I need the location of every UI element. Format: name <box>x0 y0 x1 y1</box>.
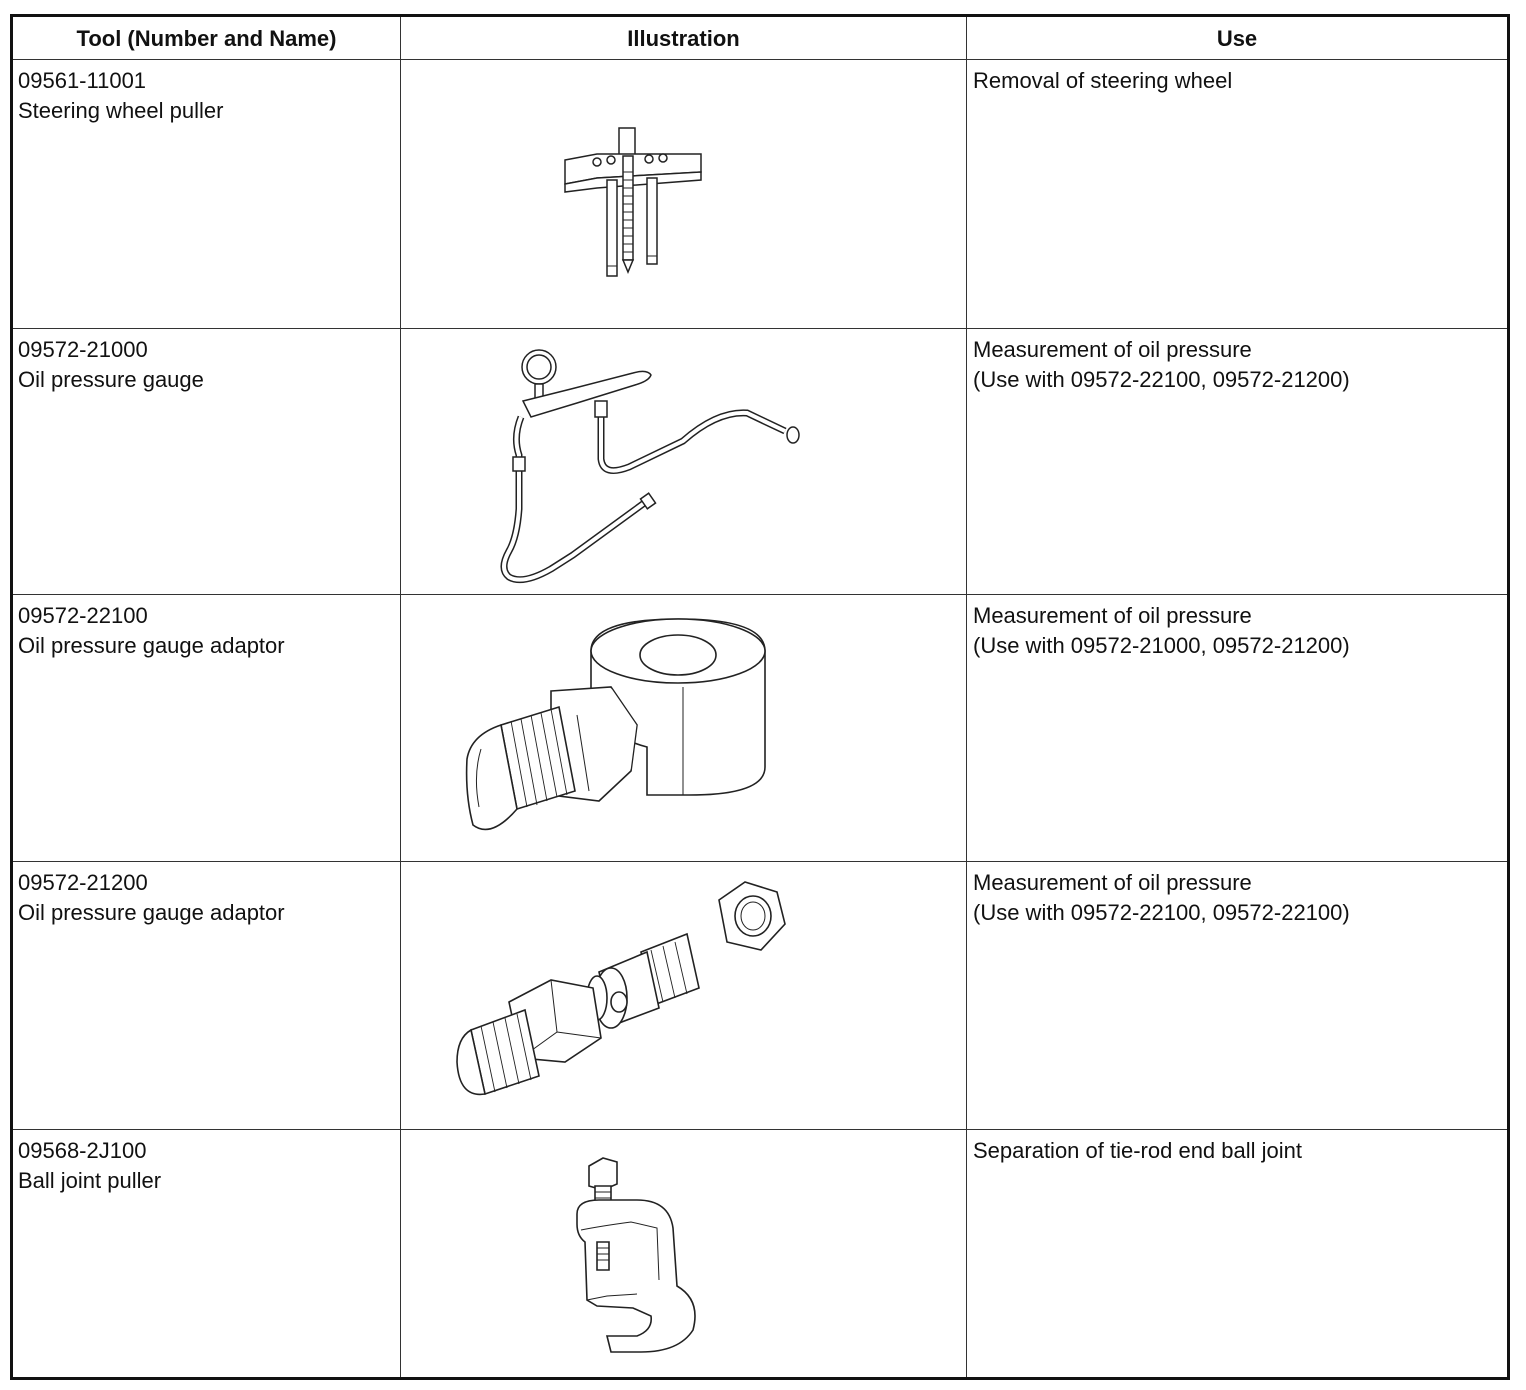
table-row <box>13 329 1507 595</box>
use-line: (Use with 09572-22100, 09572-21200) <box>973 367 1350 392</box>
use-line: Measurement of oil pressure <box>973 337 1252 362</box>
illustration-cell <box>401 60 967 328</box>
header-illustration: Illustration <box>401 17 967 59</box>
table-row <box>13 862 1507 1130</box>
steering-wheel-puller-illustration <box>401 60 967 329</box>
banjo-adaptor-illustration <box>401 595 967 862</box>
use-cell <box>967 329 1507 594</box>
tool-name: Steering wheel puller <box>18 98 224 123</box>
adaptor-bolt-nut-illustration <box>401 862 967 1130</box>
tool-number: 09568-2J100 <box>18 1138 147 1163</box>
oil-pressure-gauge-illustration <box>401 329 967 595</box>
use-cell <box>967 595 1507 861</box>
table-row <box>13 1130 1507 1377</box>
use-line: Measurement of oil pressure <box>973 870 1252 895</box>
tool-name: Oil pressure gauge adaptor <box>18 633 285 658</box>
tool-name: Oil pressure gauge <box>18 367 204 392</box>
illustration-cell <box>401 862 967 1129</box>
use-line: (Use with 09572-22100, 09572-22100) <box>973 900 1350 925</box>
tool-number: 09572-21000 <box>18 337 148 362</box>
header-tool: Tool (Number and Name) <box>13 17 401 59</box>
ball-joint-puller-illustration <box>401 1130 967 1377</box>
tool-cell <box>13 862 401 1129</box>
table-row <box>13 60 1507 329</box>
use-line: Separation of tie-rod end ball joint <box>973 1138 1302 1163</box>
header-use: Use <box>1216 26 1258 51</box>
illustration-cell <box>401 595 967 861</box>
tool-cell <box>13 1130 401 1377</box>
illustration-cell <box>401 1130 967 1377</box>
tool-name: Ball joint puller <box>18 1168 162 1193</box>
tool-cell <box>13 595 401 861</box>
special-tools-table <box>10 14 1510 1380</box>
tool-number: 09572-21200 <box>18 870 148 895</box>
use-cell <box>967 862 1507 1129</box>
tool-cell <box>13 329 401 594</box>
tool-number: 09561-11001 <box>18 68 147 93</box>
tool-cell <box>13 60 401 328</box>
table-header-row <box>13 17 1507 60</box>
use-line: (Use with 09572-21000, 09572-21200) <box>973 633 1350 658</box>
use-cell <box>967 60 1507 328</box>
illustration-cell <box>401 329 967 594</box>
tool-name: Oil pressure gauge adaptor <box>18 900 285 925</box>
table-row <box>13 595 1507 862</box>
use-line: Measurement of oil pressure <box>973 603 1252 628</box>
tool-number: 09572-22100 <box>18 603 148 628</box>
use-line: Removal of steering wheel <box>973 68 1233 93</box>
use-cell <box>967 1130 1507 1377</box>
